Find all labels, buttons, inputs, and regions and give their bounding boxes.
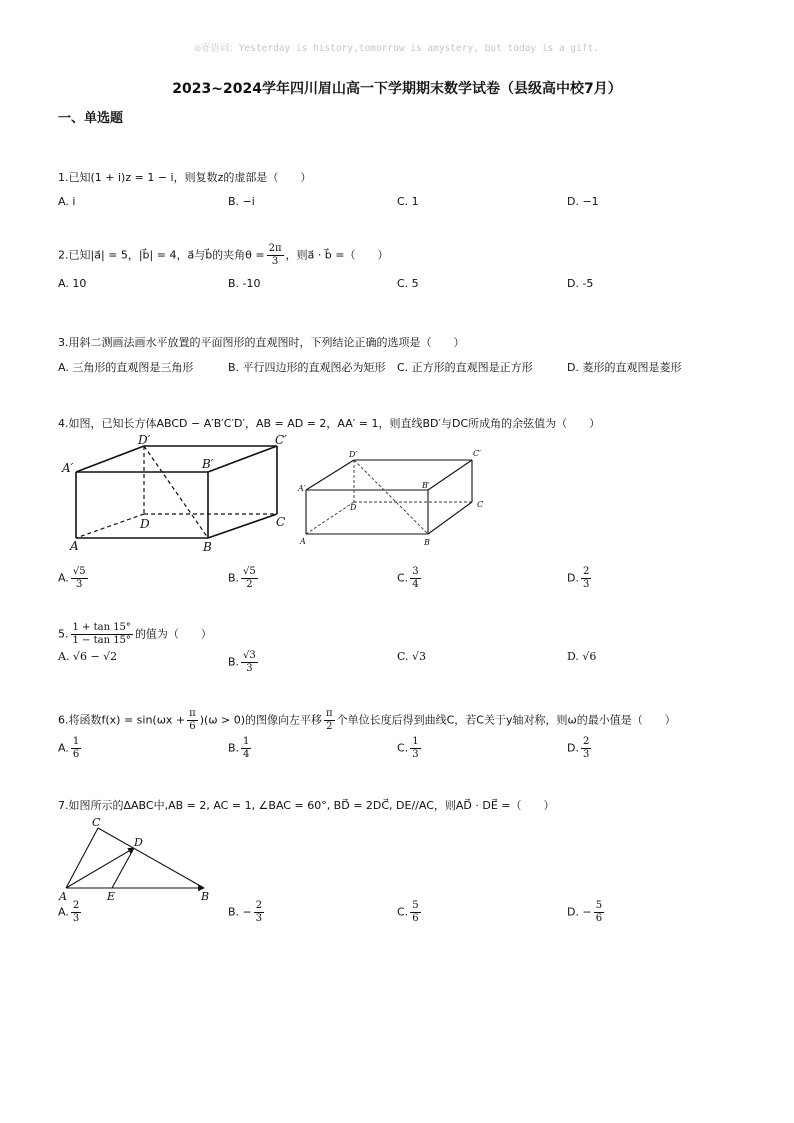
question-4-stem: 4.如图，已知长方体ABCD − A′B′C′D′，AB = AD = 2，AA′ = 1，则直线BD′与DC所成角的余弦值为（ ） bbox=[58, 417, 601, 430]
q1-option-b[interactable]: B. −i bbox=[228, 195, 255, 208]
tri-label-C: C bbox=[92, 816, 101, 829]
q6-a-label: A. bbox=[58, 741, 69, 755]
q6-d-num: 2 bbox=[582, 736, 590, 747]
label-C-small: C bbox=[477, 500, 484, 509]
q2-angle-fraction bbox=[267, 243, 284, 268]
label-B1-small: B′ bbox=[422, 481, 430, 490]
q5-option-b[interactable] bbox=[228, 650, 260, 675]
q6-stem-post: 个单位长度后得到曲线C，若C关于y轴对称，则ω的最小值是（ ） bbox=[336, 713, 676, 727]
q3-option-b[interactable]: B. 平行四边形的直观图必为矩形 bbox=[228, 361, 386, 374]
q4-c-den: 4 bbox=[412, 579, 419, 590]
question-2-stem bbox=[58, 243, 389, 268]
q5-num: 1 + tan 15° bbox=[72, 622, 131, 633]
label-A: A bbox=[70, 539, 79, 553]
q6-c-num: 1 bbox=[412, 736, 419, 747]
question-6-stem bbox=[58, 708, 676, 733]
q7-option-c[interactable] bbox=[397, 900, 423, 925]
question-3-options bbox=[58, 359, 758, 383]
q4-a-den: 3 bbox=[76, 579, 83, 590]
question-4-options bbox=[58, 566, 758, 596]
question-2-options bbox=[58, 277, 758, 301]
q6-d-label: D. bbox=[567, 741, 579, 755]
tri-label-E: E bbox=[107, 890, 116, 903]
q6-f1-num: π bbox=[189, 708, 196, 719]
q4-a-num: √5 bbox=[72, 566, 86, 577]
label-D: D bbox=[140, 517, 150, 531]
q5-option-d[interactable]: D. √6 bbox=[567, 650, 597, 663]
q4-d-label: D. bbox=[567, 571, 579, 585]
q4-d-den: 3 bbox=[582, 579, 590, 590]
question-7-options bbox=[58, 900, 758, 930]
q4-option-b[interactable] bbox=[228, 566, 260, 591]
q6-b-label: B. bbox=[228, 741, 240, 755]
label-D1: D′ bbox=[138, 433, 151, 447]
tri-label-D: D bbox=[134, 836, 143, 849]
q3-option-a[interactable]: A. 三角形的直观图是三角形 bbox=[58, 361, 194, 374]
q5-suffix: 的值为（ ） bbox=[134, 627, 212, 641]
q7-option-b[interactable] bbox=[228, 900, 266, 925]
q6-stem-mid: )(ω > 0)的图像向左平移 bbox=[199, 713, 323, 727]
label-C1: C′ bbox=[275, 433, 287, 447]
label-B-small: B bbox=[424, 538, 430, 547]
q5-prefix: 5. bbox=[58, 627, 69, 641]
question-5-stem bbox=[58, 622, 212, 647]
question-5-options bbox=[58, 650, 758, 680]
q4-b-den: 2 bbox=[246, 579, 253, 590]
q6-f1-den: 6 bbox=[189, 721, 196, 732]
q7-c-label: C. bbox=[397, 905, 409, 919]
q4-b-label: B. bbox=[228, 571, 240, 585]
q7-option-a[interactable] bbox=[58, 900, 83, 925]
label-B: B bbox=[203, 540, 212, 554]
q2-option-d[interactable]: D. -5 bbox=[567, 277, 594, 290]
q7-option-d[interactable] bbox=[567, 900, 606, 925]
label-C: C bbox=[276, 515, 286, 529]
q7-b-num: 2 bbox=[255, 900, 263, 911]
q6-b-num: 1 bbox=[243, 736, 250, 747]
q7-a-den: 3 bbox=[72, 913, 80, 924]
q6-option-c[interactable] bbox=[397, 736, 423, 761]
q2-frac-numerator: 2π bbox=[268, 243, 282, 254]
label-A1: A′ bbox=[62, 461, 74, 475]
q6-f2-den: 2 bbox=[326, 721, 333, 732]
q2-stem-post: ，则a⃗ · b⃗ =（ ） bbox=[285, 248, 389, 262]
q5-den: 1 − tan 15° bbox=[72, 635, 131, 646]
label-D-small: D bbox=[350, 503, 357, 512]
label-B1: B′ bbox=[202, 457, 214, 471]
q6-option-b[interactable] bbox=[228, 736, 253, 761]
q7-b-den: 3 bbox=[255, 913, 263, 924]
q5-b-num: √3 bbox=[243, 650, 256, 661]
label-C1-small: C′ bbox=[473, 449, 481, 458]
label-D1-small: D′ bbox=[349, 450, 358, 459]
q5-option-a[interactable]: A. √6 − √2 bbox=[58, 650, 118, 663]
question-1-stem: 1.已知(1 + i)z = 1 − i，则复数z的虚部是（ ） bbox=[58, 171, 312, 184]
q5-b-label: B. bbox=[228, 655, 240, 669]
question-3-stem: 3.用斜二测画法画水平放置的平面图形的直观图时，下列结论正确的选项是（ ） bbox=[58, 336, 465, 349]
q6-b-den: 4 bbox=[243, 749, 250, 760]
question-1-options bbox=[58, 195, 758, 219]
q2-stem-pre: 2.已知|a⃗| = 5，|b⃗| = 4，a⃗与b⃗的夹角θ = bbox=[58, 248, 265, 262]
section-heading: 一、单选题 bbox=[58, 111, 124, 126]
q2-frac-denominator: 3 bbox=[271, 256, 279, 267]
q6-c-den: 3 bbox=[412, 749, 419, 760]
label-A-small: A bbox=[300, 537, 306, 546]
q1-option-c[interactable]: C. 1 bbox=[397, 195, 419, 208]
q7-d-num: 5 bbox=[595, 900, 603, 911]
q5-b-den: 3 bbox=[246, 663, 253, 674]
q4-b-num: √5 bbox=[243, 566, 256, 577]
q4-d-num: 2 bbox=[582, 566, 590, 577]
q7-d-den: 6 bbox=[595, 913, 603, 924]
q2-option-c[interactable]: C. 5 bbox=[397, 277, 419, 290]
q6-a-den: 6 bbox=[72, 749, 80, 760]
q7-c-num: 5 bbox=[412, 900, 419, 911]
question-7-stem: 7.如图所示的ΔABC中,AB = 2, AC = 1, ∠BAC = 60°, BD⃗ = 2DC⃗, DE//AC，则AD⃗ · DE⃗ =（ ） bbox=[58, 799, 555, 812]
q7-d-label: D. − bbox=[567, 905, 592, 919]
q4-option-d[interactable] bbox=[567, 566, 593, 591]
q2-option-a[interactable]: A. 10 bbox=[58, 277, 87, 290]
triangle-figure bbox=[56, 814, 226, 904]
q4-c-label: C. bbox=[397, 571, 409, 585]
q2-option-b[interactable]: B. -10 bbox=[228, 277, 261, 290]
question-6-options bbox=[58, 736, 758, 766]
q7-b-label: B. − bbox=[228, 905, 252, 919]
q4-a-label: A. bbox=[58, 571, 69, 585]
q6-stem-pre: 6.将函数f(x) = sin(ωx + bbox=[58, 713, 186, 727]
q1-option-d[interactable]: D. −1 bbox=[567, 195, 599, 208]
tri-label-B: B bbox=[201, 890, 210, 903]
q6-c-label: C. bbox=[397, 741, 409, 755]
q6-option-a[interactable] bbox=[58, 736, 83, 761]
q3-option-c[interactable]: C. 正方形的直观图是正方形 bbox=[397, 361, 533, 374]
q6-option-d[interactable] bbox=[567, 736, 593, 761]
q6-f2-num: π bbox=[326, 708, 333, 719]
q7-a-label: A. bbox=[58, 905, 69, 919]
q6-a-num: 1 bbox=[72, 736, 80, 747]
q7-a-num: 2 bbox=[72, 900, 80, 911]
q4-option-c[interactable] bbox=[397, 566, 423, 591]
q6-d-den: 3 bbox=[582, 749, 590, 760]
cuboid-figure-1 bbox=[60, 432, 300, 556]
cuboid-figure-2 bbox=[296, 446, 496, 550]
q5-option-c[interactable]: C. √3 bbox=[397, 650, 427, 663]
label-A1-small: A′ bbox=[298, 484, 306, 493]
watermark: ◎寄语词：Yesterday is history,tomorrow is amystery, but today is a gift. bbox=[194, 43, 600, 54]
q4-c-num: 3 bbox=[412, 566, 419, 577]
page-title: 2023~2024学年四川眉山高一下学期期末数学试卷（县级高中校7月） bbox=[172, 81, 622, 97]
q4-option-a[interactable] bbox=[58, 566, 90, 591]
q1-option-a[interactable]: A. i bbox=[58, 195, 76, 208]
q3-option-d[interactable]: D. 菱形的直观图是菱形 bbox=[567, 361, 682, 374]
q7-c-den: 6 bbox=[412, 913, 419, 924]
tri-label-A: A bbox=[59, 890, 67, 903]
